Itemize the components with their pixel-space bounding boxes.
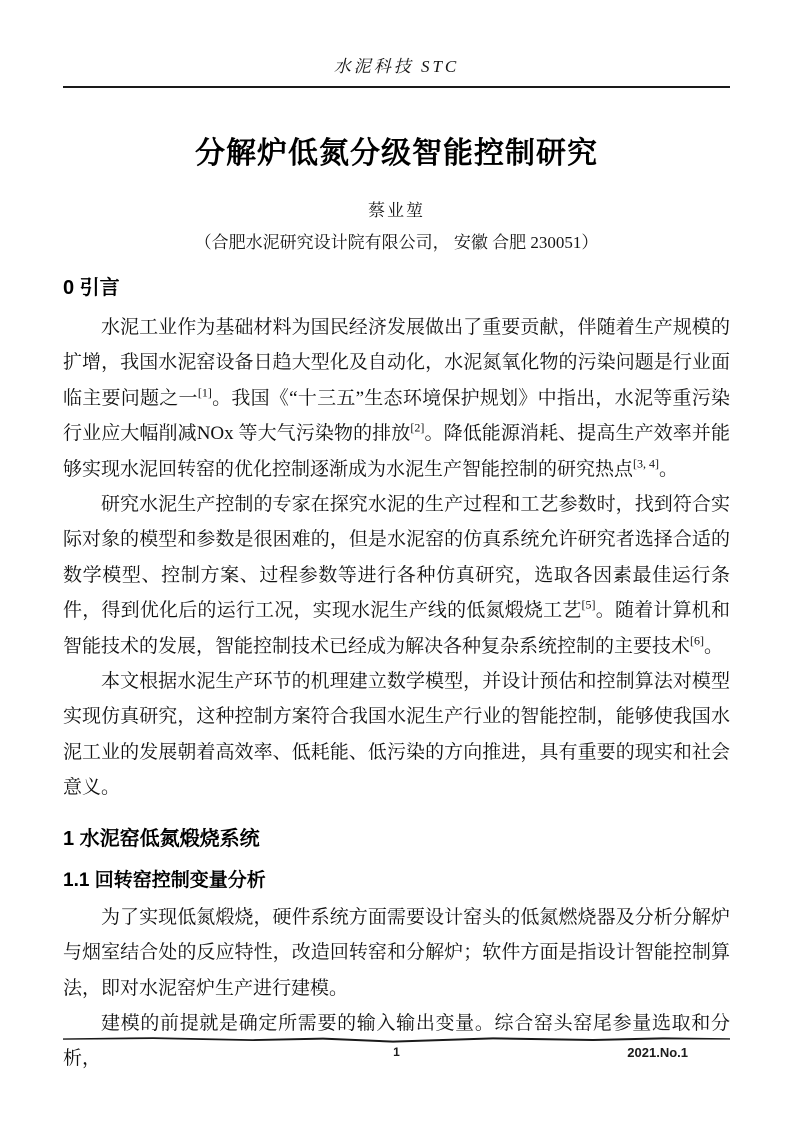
paragraph-text: 。 [659, 458, 679, 480]
paragraph-text: 。降低能源消耗、提高生产效率并能够实现水泥回转窑的优化控制逐渐成为水泥生产智能控制的研究热点 [63, 423, 730, 480]
author-name: 蔡业堃 [368, 201, 425, 220]
article-body [63, 271, 730, 1077]
paragraph-text: 建模的前提就是确定所需要的输入输出变量。综合窑头窑尾参量选取和分析， [63, 1012, 730, 1070]
paragraph-text: 为了实现低氮煅烧，硬件系统方面需要设计窑头的低氮燃烧器及分析分解炉与烟室结合处的反应特性，改造回转窑和分解炉；软件方面是指设计智能控制算法，即对水泥窑炉生产进行建模。 [63, 906, 730, 999]
issue-label: 2021.No.1 [627, 1045, 688, 1060]
citation-superscript: [2] [410, 420, 425, 435]
paragraph-text: 水泥工业作为基础材料为国民经济发展做出了重要贡献，伴随着生产规模的扩增，我国水泥窑设备日趋大型化及自动化，水泥氮氧化物的污染问题是行业面临主要问题之一 [63, 317, 730, 409]
footer-rule [63, 1036, 730, 1043]
paragraph-text: 。我国《“十三五”生态环境保护规划》中指出，水泥等重污染行业应大幅削减NOx 等大气污染物的排放 [63, 387, 730, 445]
paragraph [63, 310, 730, 487]
citation-superscript: [1] [197, 385, 212, 400]
article-title: 分解炉低氮分级智能控制研究 [195, 137, 598, 170]
page-number: 1 [393, 1045, 400, 1059]
subsection-heading: 1.1 回转窑控制变量分析 [63, 869, 266, 891]
citation-superscript: [5] [581, 597, 596, 612]
paragraph-text: 研究水泥生产控制的专家在探究水泥的生产过程和工艺参数时，找到符合实际对象的模型和参数是很困难的，但是水泥窑的仿真系统允许研究者选择合适的数学模型、控制方案、过程参数等进行各种仿真研究，选取各因素最佳运行条件，得到优化后的运行工况，实现水泥生产线的低氮煅烧工艺 [63, 494, 730, 622]
header-rule [63, 86, 730, 88]
paragraph-text: 。随着计算机和智能技术的发展，智能控制技术已经成为解决各种复杂系统控制的主要技术 [63, 600, 730, 657]
paragraph-text: 本文根据水泥生产环节的机理建立数学模型，并设计预估和控制算法对模型实现仿真研究，这种控制方案符合我国水泥生产行业的智能控制，能够使我国水泥工业的发展朝着高效率、低耗能、低污染的方向推进，具有重要的现实和社会意义。 [63, 671, 730, 799]
paragraph-text: 。 [704, 635, 724, 657]
section-heading: 0 引言 [63, 277, 120, 299]
paragraph [63, 900, 730, 1006]
paragraph [63, 487, 730, 664]
citation-superscript: [6] [690, 633, 705, 648]
journal-title: 水泥科技 STC [333, 57, 460, 76]
page-footer [63, 1036, 730, 1063]
section-heading: 1 水泥窑低氮煅烧系统 [63, 827, 260, 850]
footer-row [63, 1043, 730, 1063]
affiliation: （合肥水泥研究设计院有限公司， 安徽 合肥 230051） [194, 233, 599, 252]
citation-superscript: [3, 4] [633, 456, 660, 471]
paragraph [63, 664, 730, 806]
